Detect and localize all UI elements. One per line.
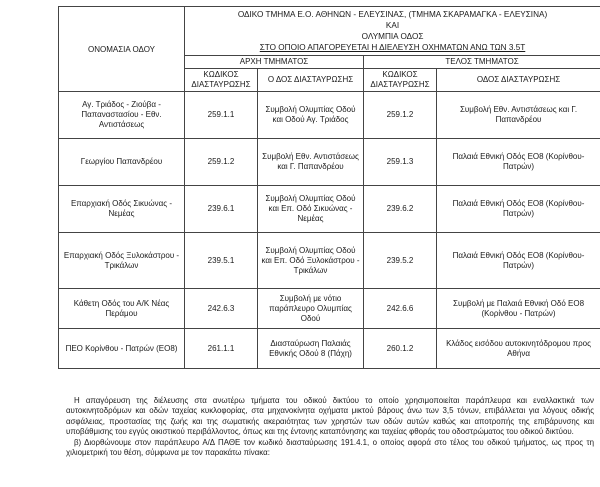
table-section-title: [185, 7, 600, 56]
table-row: [59, 92, 600, 139]
start-road-cell: Συμβολή με νότιο παράπλευρο Ολυμπίας Οδού: [258, 289, 364, 329]
start-road-cell: Συμβολή Ολυμπίας Οδού και Επ. Οδό Σικυώνας - Νεμέας: [258, 186, 364, 233]
body-text: [66, 396, 594, 458]
end-road-cell: Παλαιά Εθνική Οδός ΕΟ8 (Κορίνθου-Πατρών): [437, 139, 600, 186]
end-code-cell: 259.1.2: [364, 92, 437, 139]
road-name-cell: Επαρχιακή Οδός Σικυώνας - Νεμέας: [59, 186, 185, 233]
paragraph-restriction-reason: Η απαγόρευση της διέλευσης στα ανωτέρω τμήματα του οδικού δικτύου το οποίο χρησιμοποιείται παράπλευρα και εναλλακτικά των αυτοκινητοδρόμων και οδών ταχείας κυκλοφορίας, στα μηχανοκίνητα οχήματα μικτού βάρους άνω των 3,5 τόνων, επιβάλλεται για λόγους οδικής ασφάλειας, προστασίας της ζωής και της σωματικής ακεραιότητας των χρηστών των οδών αυτών καθώς και αποτροπής της επιβάρυνσης και υποβάθμισης του εγγύς οικιστικού περιβάλλοντος, όπως και της έντονης καταπόνησης και ταχείας φθοράς του οδοστρώματος του οδικού δικτύου.: [66, 396, 594, 437]
start-code-header: ΚΩΔΙΚΟΣ ΔΙΑΣΤΑΥΡΩΣΗΣ: [185, 69, 258, 92]
end-road-header: ΟΔΟΣ ΔΙΑΣΤΑΥΡΩΣΗΣ: [437, 69, 600, 92]
start-road-cell: Συμβολή Εθν. Αντιστάσεως και Γ. Παπανδρέου: [258, 139, 364, 186]
end-section-header: ΤΕΛΟΣ ΤΜΗΜΑΤΟΣ: [364, 56, 600, 69]
end-code-cell: 242.6.6: [364, 289, 437, 329]
end-road-cell: Συμβολή με Παλαιά Εθνική Οδό ΕΟ8 (Κορίνθου - Πατρών): [437, 289, 600, 329]
table-row: [59, 186, 600, 233]
start-road-header: Ο ΔΟΣ ΔΙΑΣΤΑΥΡΩΣΗΣ: [258, 69, 364, 92]
road-restriction-table: [58, 6, 600, 369]
end-code-cell: 260.1.2: [364, 329, 437, 369]
end-road-cell: Παλαιά Εθνική Οδός ΕΟ8 (Κορίνθου-Πατρών): [437, 233, 600, 289]
section-title-line-3: ΟΛΥΜΠΙΑ ΟΔΟΣ: [361, 32, 424, 41]
end-code-cell: 239.6.2: [364, 186, 437, 233]
road-name-cell: Αγ. Τριάδος - Ζιούβα - Παπαναστασίου - Εθν. Αντιστάσεως: [59, 92, 185, 139]
table-row: [59, 329, 600, 369]
column-header-road-name: ΟΝΟΜΑΣΙΑ ΟΔΟΥ: [59, 7, 185, 92]
table-row: [59, 289, 600, 329]
road-name-cell: ΠΕΟ Κορίνθου - Πατρών (ΕΟ8): [59, 329, 185, 369]
start-road-cell: Συμβολή Ολυμπίας Οδού και Επ. Οδό Ξυλοκάστρου - Τρικάλων: [258, 233, 364, 289]
end-road-cell: Συμβολή Εθν. Αντιστάσεως και Γ. Παπανδρέου: [437, 92, 600, 139]
end-road-cell: Παλαιά Εθνική Οδός ΕΟ8 (Κορίνθου-Πατρών): [437, 186, 600, 233]
road-name-cell: Γεωργίου Παπανδρέου: [59, 139, 185, 186]
end-code-cell: 259.1.3: [364, 139, 437, 186]
start-code-cell: 261.1.1: [185, 329, 258, 369]
section-title-line-1: ΟΔΙΚΟ ΤΜΗΜΑ Ε.Ο. ΑΘΗΝΩΝ - ΕΛΕΥΣΙΝΑΣ, (ΤΜΗΜΑ ΣΚΑΡΑΜΑΓΚΑ - ΕΛΕΥΣΙΝΑ): [237, 10, 548, 19]
road-name-cell: Επαρχιακή Οδός Ξυλοκάστρου - Τρικάλων: [59, 233, 185, 289]
section-title-line-2: ΚΑΙ: [385, 21, 400, 30]
end-code-header: ΚΩΔΙΚΟΣ ΔΙΑΣΤΑΥΡΩΣΗΣ: [364, 69, 437, 92]
start-code-cell: 239.6.1: [185, 186, 258, 233]
start-code-cell: 239.5.1: [185, 233, 258, 289]
table-row: [59, 233, 600, 289]
section-title-line-4: ΣΤΟ ΟΠΟΙΟ ΑΠΑΓΟΡΕΥΕΤΑΙ Η ΔΙΕΛΕΥΣΗ ΟΧΗΜΑΤΩΝ ΑΝΩ ΤΩΝ 3.5Τ: [259, 43, 526, 52]
start-code-cell: 259.1.1: [185, 92, 258, 139]
start-section-header: ΑΡΧΗ ΤΜΗΜΑΤΟΣ: [185, 56, 364, 69]
start-road-cell: Διασταύρωση Παλαιάς Εθνικής Οδού 8 (Πάχη): [258, 329, 364, 369]
table-title-row: [59, 7, 600, 56]
table-row: [59, 139, 600, 186]
start-code-cell: 242.6.3: [185, 289, 258, 329]
end-code-cell: 239.5.2: [364, 233, 437, 289]
start-road-cell: Συμβολή Ολυμπίας Οδού και Οδού Αγ. Τριάδος: [258, 92, 364, 139]
start-code-cell: 259.1.2: [185, 139, 258, 186]
road-name-cell: Κάθετη Οδός του Α/Κ Νέας Περάμου: [59, 289, 185, 329]
end-road-cell: Κλάδος εισόδου αυτοκινητόδρομου προς Αθήνα: [437, 329, 600, 369]
paragraph-correction-note: β) Διορθώνουμε στον παράπλευρο Α/Δ ΠΑΘΕ τον κωδικό διασταύρωσης 191.4.1, ο οποίος αφορά στο τέλος του οδικού τμήματος, ως προς τη χιλιομετρική του θέση, σύμφωνα με τον παρακάτω πίνακα:: [66, 437, 594, 458]
